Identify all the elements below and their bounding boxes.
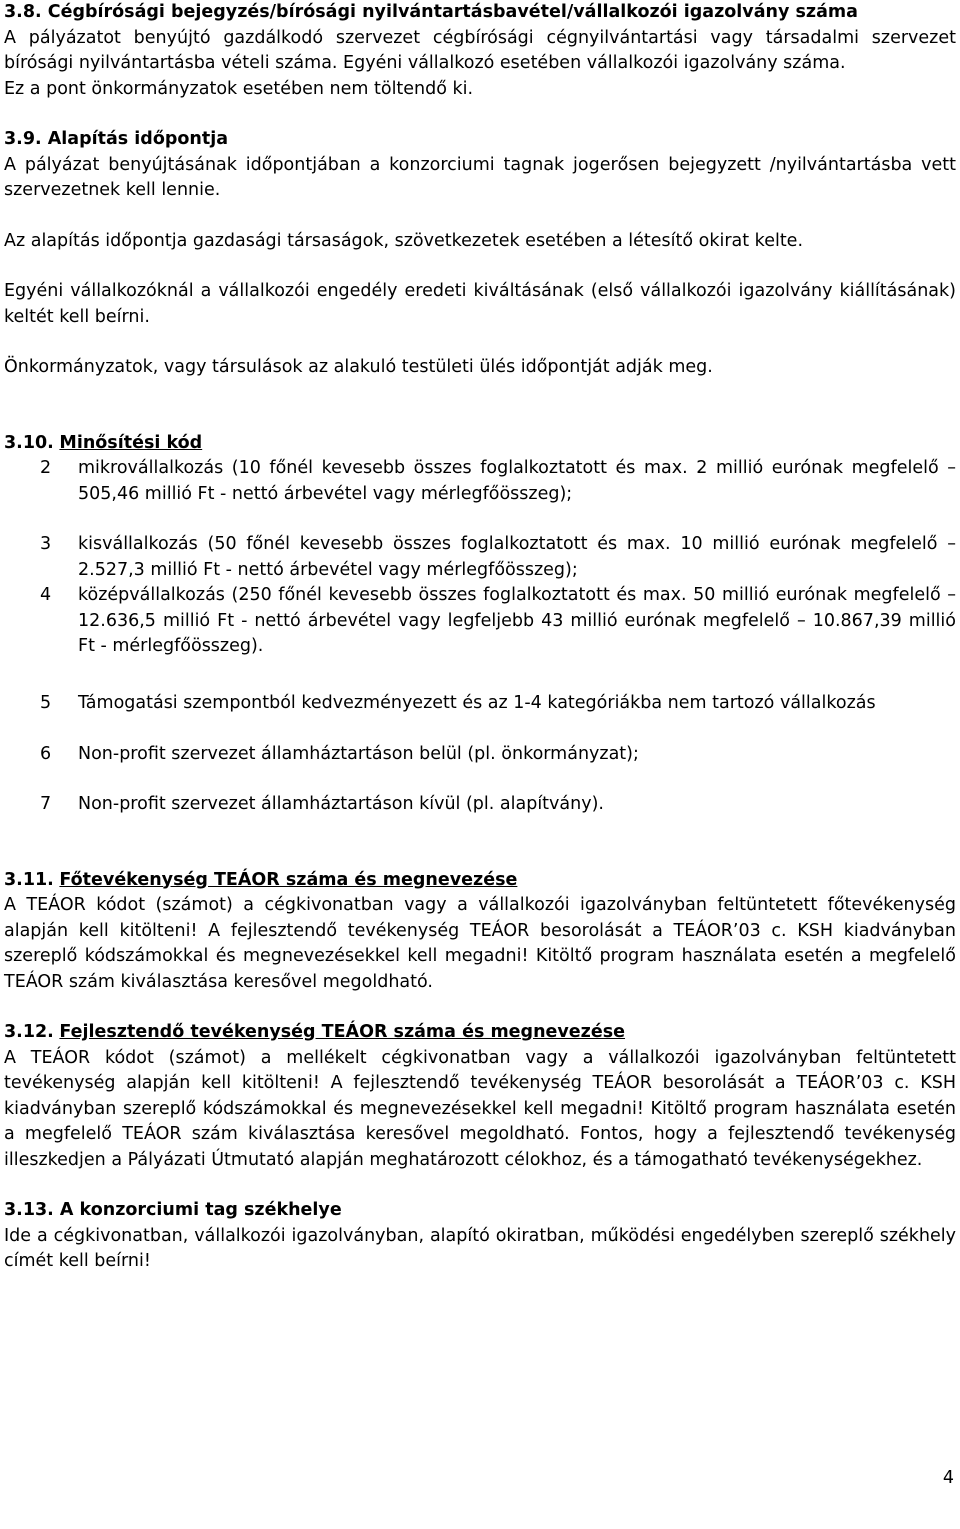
- section-3-9-paragraph-1: A pályázat benyújtásának időpontjában a konzorciumi tagnak jogerősen bejegyzett /nyilvántartásba vett szervezetnek kell lennie.: [4, 154, 956, 200]
- list-item: [4, 792, 956, 818]
- section-3-8-paragraph-2: Ez a pont önkormányzatok esetében nem töltendő ki.: [4, 78, 474, 99]
- list-item-number: 2: [40, 458, 52, 478]
- section-3-9-heading: 3.9. Alapítás időpontja: [4, 129, 229, 149]
- list-item-number: 6: [40, 743, 52, 764]
- section-3-10-heading: [4, 431, 956, 457]
- list-item: [4, 685, 956, 721]
- document-page: [4, 0, 956, 1275]
- list-item: [4, 742, 956, 768]
- section-3-9-paragraph-3: Egyéni vállalkozóknál a vállalkozói engedély eredeti kiváltásának (első vállalkozói igazolvány kiállításának) keltét kell beírni.: [4, 281, 956, 327]
- section-3-11-heading: [4, 868, 956, 894]
- list-item: [4, 583, 956, 660]
- section-3-10-title: Minősítési kód: [59, 432, 203, 453]
- list-item: [4, 532, 956, 583]
- section-3-12-title: Fejlesztendő tevékenység TEÁOR száma és megnevezése: [59, 1022, 626, 1042]
- section-3-11-title: Főtevékenység TEÁOR száma és megnevezése: [59, 869, 518, 890]
- list-item-text: Non-profit szervezet államháztartáson belül (pl. önkormányzat);: [78, 743, 639, 764]
- section-3-11-paragraph: A TEÁOR kódot (számot) a cégkivonatban vagy a vállalkozói igazolványban feltüntetett főtevékenység alapján kell kitölteni! A fejlesztendő tevékenység TEÁOR besorolását a TEÁOR’03 c. KSH kiadványban szereplő kódszámokkal és megnevezésekkel kell megadni! Kitöltő program használata esetén a megfelelő TEÁOR szám kiválasztása keresővel megoldható.: [4, 895, 956, 992]
- list-item-number: 3: [40, 534, 52, 554]
- section-3-11-number: 3.11.: [4, 869, 54, 890]
- list-item-text: Támogatási szempontból kedvezményezett és az 1-4 kategóriákba nem tartozó vállalkozás: [78, 692, 876, 713]
- section-3-9-paragraph-4: Önkormányzatok, vagy társulások az alakuló testületi ülés időpontját adják meg.: [4, 357, 713, 377]
- section-3-12-heading: [4, 1020, 956, 1046]
- list-item-text: mikrovállalkozás (10 főnél kevesebb összes foglalkoztatott és max. 2 millió eurónak megfelelő – 505,46 millió Ft - nettó árbevétel vagy mérlegfőösszeg);: [78, 458, 956, 504]
- list-item-text: kisvállalkozás (50 főnél kevesebb összes foglalkoztatott és max. 10 millió eurónak megfelelő – 2.527,3 millió Ft - nettó árbevétel vagy mérlegfőösszeg);: [78, 534, 956, 580]
- list-item-number: 7: [40, 794, 52, 814]
- list-item-number: 4: [40, 585, 52, 605]
- list-item-text: középvállalkozás (250 főnél kevesebb összes foglalkoztatott és max. 50 millió eurónak megfelelő – 12.636,5 millió Ft - nettó árbevétel vagy legfeljebb 43 millió eurónak megfelelő – 10.867,39 millió Ft - mérlegfőösszeg).: [78, 585, 956, 656]
- section-3-13-paragraph: Ide a cégkivonatban, vállalkozói igazolványban, alapító okiratban, működési engedélyben szereplő székhely címét kell beírni!: [4, 1225, 956, 1271]
- section-3-10-number: 3.10.: [4, 432, 54, 453]
- section-3-8-paragraph-1: A pályázatot benyújtó gazdálkodó szervezet cégbírósági cégnyilvántartási vagy társadalmi szervezet bírósági nyilvántartásba vételi száma. Egyéni vállalkozó esetében vállalkozói igazolvány száma.: [4, 27, 956, 73]
- list-item-text: Non-profit szervezet államháztartáson kívül (pl. alapítvány).: [78, 794, 604, 814]
- list-item-number: 5: [40, 692, 52, 713]
- section-3-8-heading: 3.8. Cégbírósági bejegyzés/bírósági nyilvántartásbavétel/vállalkozói igazolvány száma: [4, 2, 858, 22]
- section-3-13-heading: 3.13. A konzorciumi tag székhelye: [4, 1200, 342, 1220]
- section-3-12-paragraph: A TEÁOR kódot (számot) a mellékelt cégkivonatban vagy a vállalkozói igazolványban feltüntetett tevékenység alapján kell kitölteni! A fejlesztendő tevékenység TEÁOR besorolását a TEÁOR’03 c. KSH kiadványban szereplő kódszámokkal és megnevezésekkel kell megadni! Kitöltő program használata esetén a megfelelő TEÁOR szám kiválasztása keresővel megoldható. Fontos, hogy a fejlesztendő tevékenység illeszkedjen a Pályázati Útmutató alapján meghatározott célokhoz, és a támogatható tevékenységekhez.: [4, 1047, 956, 1170]
- section-3-9-paragraph-2: Az alapítás időpontja gazdasági társaságok, szövetkezetek esetében a létesítő okirat kelte.: [4, 230, 804, 251]
- section-3-12-number: 3.12.: [4, 1022, 54, 1042]
- page-number: 4: [942, 1468, 954, 1488]
- list-item: [4, 456, 956, 507]
